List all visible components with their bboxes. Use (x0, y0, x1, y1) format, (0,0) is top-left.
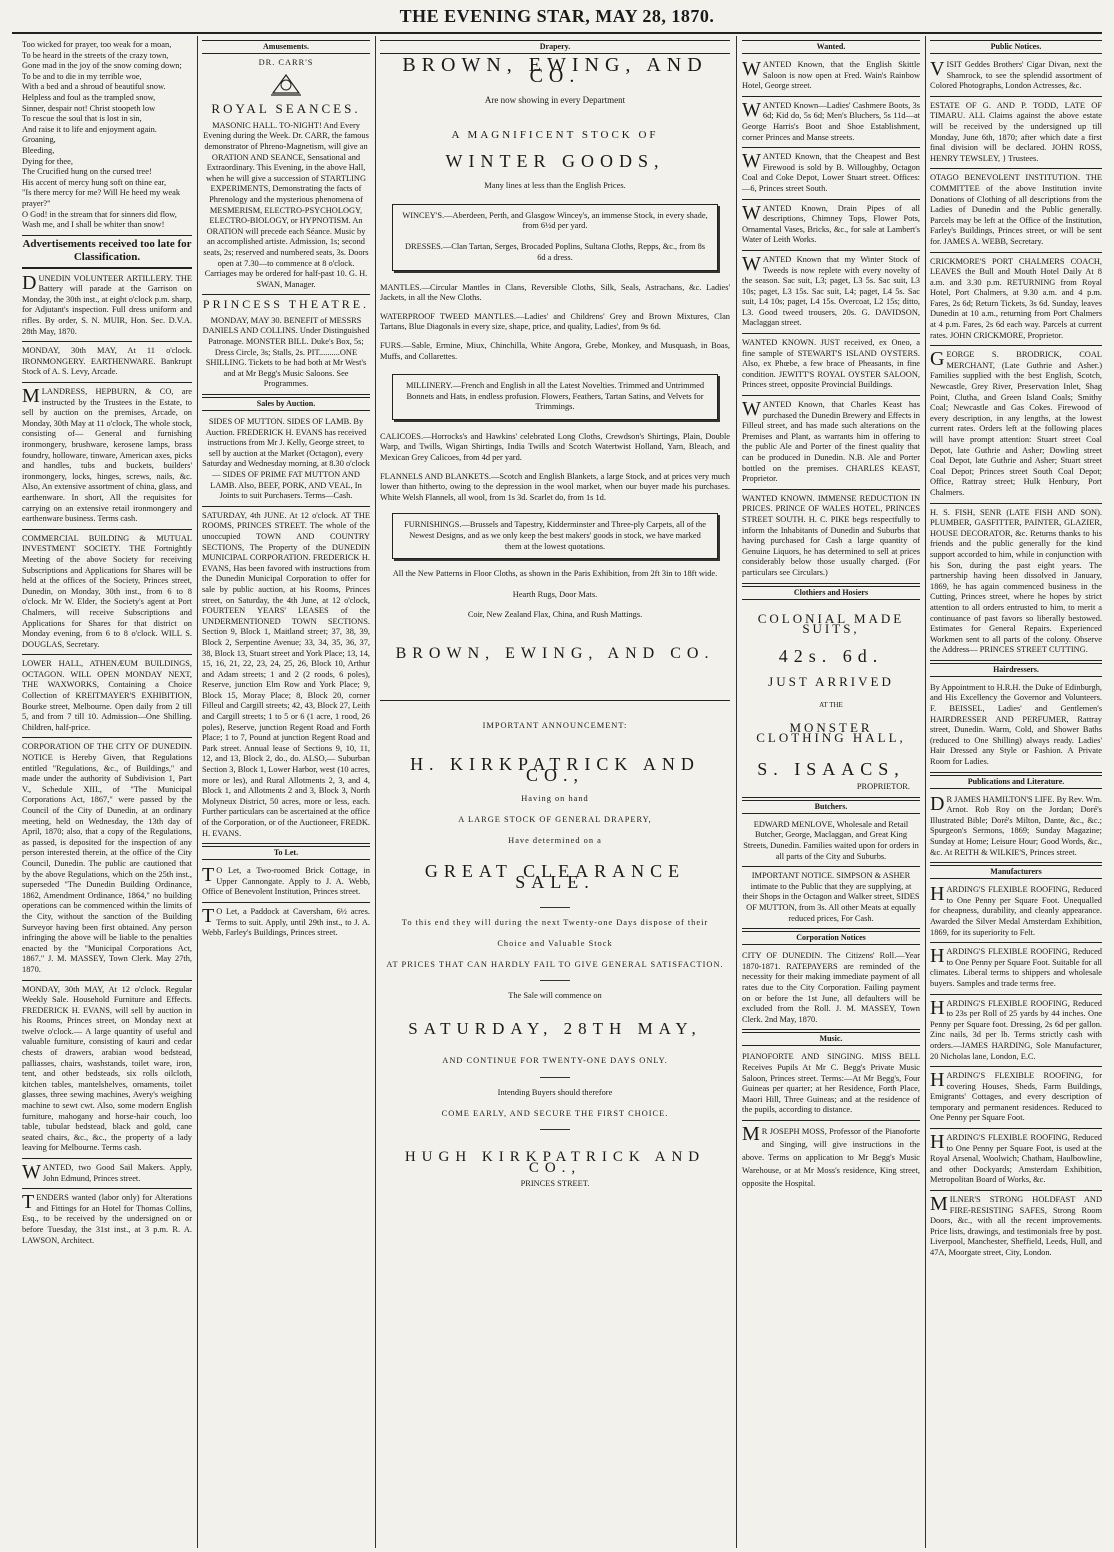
sale-date: SATURDAY, 28TH MAY, (408, 1018, 702, 1038)
section-late-ads: Advertisements received too late for Classification. (22, 238, 192, 269)
section-clothiers: Clothiers and Hosiers (742, 586, 920, 600)
ad-artillery: DUNEDIN VOLUNTEER ARTILLERY. THE Battery will parade at the Garrison on Monday, the 30th inst., at eight o'clock p.m. sharp, for Adjutant's inspection. Full dress uniform and rifles. By order, S. N. MUIR, Hon. Sec. D.V.A. 28th May, 1870. (22, 272, 192, 343)
ad-miss-bell: PIANOFORTE AND SINGING. MISS BELL Receives Pupils At Mr C. Begg's Private Music Saloon, Princes street. Terms:—At Mr Begg's, Four Guineas per quarter; at her Residence, Forth Place, Maori Hill, Three Guineas; and at the residence of the pupils, according to distance. (742, 1050, 920, 1121)
floorcloth-text: All the New Patterns in Floor Cloths, as shown in the Paris Exhibition, from 2ft 3in to 18ft wide. (392, 569, 718, 579)
section-manufacturers: Manufacturers (930, 865, 1102, 879)
short-rule (540, 907, 570, 908)
having-on-hand: Having on hand (521, 794, 589, 804)
sale-details (380, 918, 730, 970)
section-corporation: Corporation Notices (742, 931, 920, 945)
column-2 (198, 38, 374, 1546)
short-rule (540, 1077, 570, 1078)
kirkpatrick-footer: HUGH KIRKPATRICK AND CO., (404, 1149, 706, 1176)
continue-text: AND CONTINUE FOR TWENTY-ONE DAYS ONLY. (442, 1056, 668, 1066)
ad-geddes: VISIT Geddes Brothers' Cigar Divan, next the Shamrock, to see the splendid assortment of Colored Photographs, London Actresses, &c. (930, 58, 1102, 97)
ad-brewery: WANTED Known, that Charles Keast has purchased the Dunedin Brewery and Effects in Filleul street, and has made such alterations on the Premises and Plant, as warrants him in offering to the public Ale and Porter of the finest quality that can be produced in Dunedin. N.B. Ale and Porter bottled on the premises. CHARLES KEAST, Proprietor. (742, 398, 920, 490)
ad-harding-3: HARDING'S FLEXIBLE ROOFING, Reduced to 23s per Roll of 25 yards by 44 inches. One Penny per Square foot. Dressing, 2s 6d per gallon. Zinc nails, 3d per lb. Terms strictly cash with orders.—JAMES HARDING, Sole Manufacturer, 20 Nicholas lane, London, E.C. (930, 997, 1102, 1068)
ad-simpson-asher: IMPORTANT NOTICE. SIMPSON & ASHER intimate to the Public that they are supplying, at their Shops in the Octagon and Walker street, SIDES OF MUTTON, from 3s. All other Meats at equally reduced prices, For Cash. (742, 869, 920, 929)
ad-ironmongery-notice: MONDAY, 30th MAY, At 11 o'clock. IRONMONGERY. EARTHENWARE. Bankrupt Stock of A. S. Levy, Arcade. (22, 344, 192, 383)
ad-cottage-to-let: TO Let, a Two-roomed Brick Cottage, in Upper Cannongate. Apply to J. A. Webb, Office of Benevolent Institution, Princes street. (202, 864, 370, 903)
ad-fish-plumber: H. S. FISH, SENR (LATE FISH AND SON). PLUMBER, GASFITTER, PAINTER, GLAZIER, HOUSE DECORATOR, &c. Returns thanks to his friends and the public generally for the kind support accorded to him, while in conjunction with his Son, during the past eight years. The partnership having been dissolved in January, 1869, he has again commenced business in the Cutting, Princes street, where he hopes by strict attention to all orders entrusted to him, to merit a continuance of past favors so liberally bestowed. Estimates for General Repairs. Experienced Workmen sent to all parts of the colony. Observe the Address— PRINCES STREET CUTTING. (930, 506, 1102, 661)
ad-prince-of-wales: WANTED KNOWN. IMMENSE REDUCTION IN PRICES. PRINCE OF WALES HOTEL, PRINCES STREET SOUTH. H. C. PIKE begs respectfully to inform the Inhabitants of Dunedin and Suburbs that having purchased for Cash a large quantity of Genuine Liquors, he has determined to sell at prices considerably below those usually charged. (For particulars see Circulars.) (742, 492, 920, 584)
clearance-notice (380, 794, 730, 846)
kirkpatrick-header: H. KIRKPATRICK AND CO., (410, 754, 700, 785)
magnificent-stock: A MAGNIFICENT STOCK OF (451, 128, 659, 141)
prices-text: AT PRICES THAT CAN HARDLY FAIL TO GIVE GENERAL SATISFACTION. (386, 959, 724, 969)
ad-paddock-to-let: TO Let, a Paddock at Caversham, 6½ acres. Terms to suit. Apply, until 29th inst., to J. A. Webb, Farley's Buildings, Princes street. (202, 904, 370, 938)
intending-text: Intending Buyers should therefore (497, 1087, 613, 1097)
ad-carr-seances: MASONIC HALL. TO-NIGHT! And Every Evening during the Week. Dr. CARR, the famous demonstrator of Phreno-Magnetism, will give an ORATION AND SEANCE, Sensational and Extraordinary. This Evening, in the above Hall, when he will give a succession of STARTLING EXPERIMENTS, Demonstrating the facts of Phrenology and the mysterious phenomena of MESMERISM, ELECTRO-PSYCHOLOGY, ELECTRO-BIOLOGY, or HYPNOTISM. An ORATION will precede each Séance. Music by an accomplished artiste. Admission, 1s; second seats, 2s; reserved and numbered seats, 3s. Doors open at 7.30—to commence at 8 o'clock. Carriages may be ordered for half-past 10. G. H. SWAN, Manager. (202, 119, 370, 296)
determined: Have determined on a (508, 835, 602, 845)
divider (380, 700, 730, 701)
ad-beissel: By Appointment to H.R.H. the Duke of Edinburgh, and His Excellency the Governor and Volunteers. F. BEISSEL, Ladies' and Gentlemen's HAIRDRESSER AND PERFUMER, Rattray street, Dunedin. Warm, Cold, and Shower Baths (reduced to One Shilling) always ready. Ladies' Hair Dressed any Style or Fashion. A Private Room for Ladies. (930, 681, 1102, 773)
column-5 (926, 38, 1106, 1546)
ad-brodrick: GEORGE S. BRODRICK, COAL MERCHANT, (Late Guthrie and Asher.) Families supplied with the best English, Scotch, Newcastle, Grey River, Preservation Inlet, Shag Point, Clutha, and Green Island Coals; Smithy Coal; Newcastle and Gas Cokes. Firewood of every description, in any lengths, at the lowest current rates. Orders left at the following places will have prompt attention: Stuart street Coal Depot, late Guthrie and Asher; Dowling street Coal Depot, late Guthrie and Asher; Stuart street Coal Depot; Princes street South Coal Depot; Office, Rattray street; Hulk Henbury, Port Chalmers. (930, 348, 1102, 503)
intro-text: Are now showing in every Department (484, 95, 626, 106)
section-amusements: Amusements. (202, 40, 370, 54)
ad-hamilton-life: DR JAMES HAMILTON'S LIFE. By Rev. Wm. Arnot. Rob Roy on the Jordan; Doré's Illustrated Bible; Doré's Milton, Dante, &c., &c.; Spurgeon's Sermons, 1869; Sunday Magazine; Sunday at Home; Leisure Hour; Good Words, &c., &c. At REITH & WILKIE'S, Princes street. (930, 793, 1102, 864)
box-millinery: MILLINERY.—French and English in all the Latest Novelties. Trimmed and Untrimmed Bonnets and Hats, in endless profusion. Flowers, Feathers, Tartan Satins, and Velvets for Trimmings. (392, 374, 718, 420)
ad-oysters: WANTED KNOWN. JUST received, ex Oneo, a fine sample of STEWART'S ISLAND OYSTERS. Also, ex Phœbe, a few brace of Pheasants, in fine condition. JEWITT'S ROYAL OYSTER SALOON, Princes street, opposite Provincial Buildings. (742, 336, 920, 396)
monster-clothing-hall: MONSTER CLOTHING HALL, (756, 719, 906, 746)
carr-name: DR. CARR'S (258, 58, 314, 67)
princess-title: PRINCESS THEATRE. (202, 297, 370, 312)
ad-furniture-sale: MONDAY, 30th MAY, At 12 o'clock. Regular Weekly Sale. Household Furniture and Effects. FREDERICK H. EVANS, will sell by auction in his Rooms, Princes street, on Monday next at twelve o'clock.— A large quantity of useful and valuable furniture, consisting of kauri and cedar chests of drawers, arabian wood bedstead, palliasses, chairs, washstands, toilet ware, iron, tent, and other bedsteads, six rolls oilcloth, kitchen tables, mantelshelves, ornaments, toilet glasses, three sewing machines, Avery's weighing machine to sewt cwt. Also, some modern English furniture, mahogany and horse-hair couch, loo table, tubular bedstead, black and gold, cane seated chairs, &c., &c., the property of a lady leaving for Melbourne. Terms cash. (22, 983, 192, 1160)
ad-ratepayers: CITY OF DUNEDIN. The Citizens' Roll.—Year 1870-1871. RATEPAYERS are reminded of the necessity for their making immediate payment of all rates due to the City Corporation. Failing payment on or before the 1st June, all defaulters will be excluded from the Roll. J. M. MASSEY, Town Clerk. 2nd May, 1870. (742, 949, 920, 1030)
ad-drain-pipes: WANTED Known, Drain Pipes of all descriptions, Chimney Tops, Flower Pots, Ornamental Vases, Bricks, &c., for sale at Lambert's Water of Leith Works. (742, 202, 920, 251)
ad-building-society: COMMERCIAL BUILDING & MUTUAL INVESTMENT SOCIETY. THE Fortnightly Meeting of the above Society for receiving Subscriptions and Applications for Shares will be held at the offices of the Society, Princes street, Dunedin, on Monday, 30th inst., from 6 to 8 o'clock. Mr W. Elder, the Society's agent at Port Chalmers, will receive Subscriptions and Applications for Shares for that district on Monday evening, from 6 to 8 o'clock. WILL S. DOUGLAS, Secretary. (22, 532, 192, 656)
ad-corporation-notice: CORPORATION OF THE CITY OF DUNEDIN. NOTICE is Hereby Given, that Regulations entitled "Regulations, &c., of Buildings," and made under the authority of Subdivision 1, Part V., Schedule XIII., of "The Municipal Corporations Act, 1867," were passed by the Council of the City of Dunedin, at an ordinary meeting, held on Wednesday, the 13th day of April, 1870; also, that a copy of the Regulations, as passed, is deposited for the inspection of any person interested therein, at the office of the City Council, Dunedin. The public are cautioned that by the above Regulations, which on the 25th inst., superseded "The Dunedin Building Ordinance, 1862, Amendment Ordinance, 1864," no building operations can be commenced within the limits of the City, without the sanction of the Building Surveyor having been first obtained. Any person infringing the above will be liable to the penalties enacted by the "Municipal Corporations Act, 1867." J. M. MASSEY, Town Clerk. May 27th, 1870. (22, 740, 192, 980)
come-early: COME EARLY, AND SECURE THE FIRST CHOICE. (441, 1108, 669, 1118)
ad-harding-4: HARDING'S FLEXIBLE ROOFING, for covering Houses, Sheds, Farm Buildings, Emigrants' Cottages, and every description of temporary and permanent residences. Reduced to One Penny per Square Foot. (930, 1069, 1102, 1129)
masthead-rule (12, 32, 1102, 34)
carr-title: ROYAL SEANCES. (211, 101, 361, 117)
brand-header: BROWN, EWING, AND CO. (402, 54, 708, 87)
suit-price: 42s. 6d. (778, 645, 884, 666)
ad-tweeds: WANTED Known that my Winter Stock of Tweeds is now replete with every novelty of the season. Sac suit, L3; paget, L3 5s. Sac suit, L3 10s; paget, L3 15s. Sac suit, L4; paget, L4 5s. Sac suit, L4 10s; paget, L4 15s. Overcoat, L2 15s; ditto, L3. Good tweed trousers, 20s. G. DAVIDSON, Maclaggan street. (742, 253, 920, 334)
section-drapery: Drapery. (380, 40, 730, 54)
clearance-sale: GREAT CLEARANCE SALE. (424, 861, 686, 892)
ad-joseph-moss: MR JOSEPH MOSS, Professor of the Pianoforte and Singing, will give instructions in the above. Terms on application to Mr Begg's Music Warehouse, or at Mr Moss's residence, King street, opposite the Hospital. (742, 1122, 920, 1188)
column-4 (738, 38, 924, 1546)
section-auction: Sales by Auction. (202, 397, 370, 411)
box-furnishings: FURNISHINGS.—Brussels and Tapestry, Kidderminster and Three-ply Carpets, all of the Newest Designs, and as we only keep the best makers' goods in stock, we have marked them at the lowest quotations. (392, 513, 718, 559)
ad-harding-5: HARDING'S FLEXIBLE ROOFING, Reduced to One Penny per Square Foot, is used at the Royal Arsenal, Woolwich; Chatham, Haulbowline, and other Dockyards; Amsterdam Exhibition, Metropolitan Board of Works, &c. (930, 1131, 1102, 1191)
commence-text: The Sale will commence on (508, 991, 602, 1001)
box-winceys-dresses: WINCEY'S.—Aberdeen, Perth, and Glasgow Wincey's, an immense Stock, in every shade, from 6½d per yard. DRESSES.—Clan Tartan, Serges, Brocaded Poplins, Sultana Cloths, Repps, &c., from 8s 6d a dress. (392, 204, 718, 271)
large-stock: A LARGE STOCK OF GENERAL DRAPERY, (458, 814, 652, 824)
ad-harding-1: HARDING'S FLEXIBLE ROOFING, Reduced to One Penny per Square Foot. Unequalled for cheapness, durability, and cleanly appearance. Awarded the Silver Medal Amsterdam Exhibition, 1869, for its superiority to Felt. (930, 883, 1102, 943)
column-rule (736, 36, 737, 1548)
winter-goods: WINTER GOODS, (445, 151, 665, 172)
short-rule (540, 980, 570, 981)
ad-town-sections: SATURDAY, 4th JUNE. At 12 o'clock. AT THE ROOMS, PRINCES STREET. The whole of the unoccupied TOWN AND COUNTRY SECTIONS, The Property of the DUNEDIN MUNICIPAL CORPORATION. FREDERICK H. EVANS, Has been favored with instructions from the Dunedin Municipal Corporation to offer for sale by public auction, at his Rooms, Princes street, on Saturday, the 4th June, at 12 o'clock, FOURTEEN YEARS' LEASES of the UNDERMENTIONED TOWN SECTIONS. Section 9, Block 1, Maitland street; 37, 38, 39, Block 2, Serpentine Avenue; 33, 34, 35, 36, 37, 38, Block 13, Stuart street and York Place; 13, 14, 15, 16, 21, 22, 23, 24, 25, 26, Block 10, Arthur and Adam streets; 1 and 2 (2 roods, 6 poles), Reserve, junction Elm Row and York Place; 9, Block 15, Moray Place; 8, Block 20, corner Filleul and Cargill streets; 42, 43, Block 27, Leith and Cargill streets; 1 to 5 or 6 (1 acre, 1 rood, 26 poles), Reserve, junction Regent Road and Forth Place; 1 to 7, Pound at junction Regent Road and Park street. Annual lease of Sections 9, 10, 11, 12, and 13, Block 2, do., do. ALSO,— Suburban Section 3, Block 1, Lower Harbor, west (10 acres, more or les), and Rural Allotments 2, 3, and 4, Block 1, and Allotments 2 and 3, Block 3, North Molyneux District, 50 acres, more or less, each. Further particulars can be ascertained at the office of the Corporation, or of the Auctioneer, FREDK. H. EVANS. (202, 509, 370, 844)
ad-sail-makers: WANTED, two Good Sail Makers. Apply, John Edmund, Princes street. (22, 1161, 192, 1189)
brand-footer: BROWN, EWING, AND CO. (395, 645, 715, 662)
flannels-text: FLANNELS AND BLANKETS.—Scotch and English Blankets, a large Stock, and at prices very much lower than hitherto, owing to the depression in the wool market, when our buyer made his purchases. White Welsh Flannels, all wool, from 1s 3d. Scarlet do, from 1s 1d. (380, 471, 730, 502)
colonial-suits: COLONIAL MADE SUITS, (757, 610, 905, 637)
ad-princess-theatre: MONDAY, MAY 30. BENEFIT of MESSRS DANIELS AND COLLINS. Under Distinguished Patronage. MONSTER BILL. Duke's Box, 5s; Dress Circle, 3s; Stalls, 2s. PIT..........ONE SHILLING. Tickets to be had both at Mr West's and at Mr Begg's Music Saloons. See Programmes. (202, 314, 370, 395)
announcement: IMPORTANT ANNOUNCEMENT: (482, 720, 628, 730)
ad-todd-estate: ESTATE OF G. AND P. TODD, LATE OF TIMARU. ALL Claims against the above estate will be received by the undersigned up till Monday, June 6th, 1870; after which date a first final division will be declared. JOHN ROSS, HENRY TEWSLEY, } Trustees. (930, 99, 1102, 170)
choice-stock: Choice and Valuable Stock (497, 938, 613, 948)
ad-boots: WANTED Known—Ladies' Cashmere Boots, 3s 6d; Kid do, 5s 6d; Men's Bluchers, 5s 11d—at George Harris's Boot and Shoe Establishment, corner Princes and Manse streets. (742, 99, 920, 148)
hearth-text: Hearth Rugs, Door Mats. (512, 589, 598, 599)
section-publications: Publications and Literature. (930, 775, 1102, 789)
this-end: To this end they will during the next Twenty-one Days dispose of their (401, 918, 709, 928)
ad-harding-2: HARDING'S FLEXIBLE ROOFING, Reduced to One Penny per Square Foot. Suitable for all climates. Liberal terms to shippers and wholesale buyers. Samples and trade terms free. (930, 945, 1102, 994)
princes-street: PRINCES STREET. (520, 1179, 590, 1189)
just-arrived: JUST ARRIVED (768, 674, 894, 690)
section-wanted: Wanted. (742, 40, 920, 54)
ad-mlandress: MLANDRESS, HEPBURN, & CO, are instructed by the Trustees in the Estate, to sell by auction on the premises, Arcade, on Monday, 30th May at 11 o'clock, The whole stock, consisting of— General and furnishing ironmongery, brushware, kerosene lamps, brass foundry, holloware, tinware, American axes, picks and handles, tubs and buckets, builders' ironmongery, locks, hinges, screws, nails, &c. Also, An extensive assortment of china, glass, and earthenware. In short, All the requisites for carrying on an extensive retail ironmongery and earthenware business. Terms cash. (22, 385, 192, 530)
isaacs: S. ISAACS, (757, 758, 905, 779)
ad-tenders: TENDERS wanted (labor only) for Alterations and Fittings for an Hotel for Thomas Collins, Esq., to be received by the undersigned on or before Tuesday, the 31st inst., at 3 p.m. R. A. LAWSON, Architect. (22, 1191, 192, 1245)
section-hairdressers: Hairdressers. (930, 663, 1102, 677)
section-to-let: To Let. (202, 846, 370, 860)
ad-milner-safes: MILNER'S STRONG HOLDFAST AND FIRE-RESISTING SAFES, Strong Room Doors, &c., with all the recent improvements. Price lists, drawings, and testimonials free by post. Liverpool, Manchester, Sheffield, Leeds, Hull, and 47A, Moorgate street, City, London. (930, 1193, 1102, 1257)
proprietor: PROPRIETOR. (742, 780, 920, 798)
column-3 (376, 38, 734, 1546)
ad-waxworks: LOWER HALL, ATHENÆUM BUILDINGS, OCTAGON. WILL OPEN MONDAY NEXT, THE WAXWORKS, Containing a Choice Collection of KREITMAYER'S EXHIBITION, Bourke street, Melbourne. Open daily from 2 till 5, and from 7 till 10. Admission—One Shilling. Children, half-price. (22, 657, 192, 738)
ad-firewood: WANTED Known, that the Cheapest and Best Firewood is sold by B. Willoughby, Octagon Coal and Coke Depot, Lower Stuart street. Offices:—6, Princes street South. (742, 150, 920, 199)
poem: Too wicked for prayer, too weak for a moan, To be heard in the streets of the crazy town, Gone mad in the joy of the snow coming down; To be and to die in my terrible woe, With a bed and a shroud of beautiful snow. Helpless and foul as the trampled snow, Sinner, despair not! Christ stoopeth low To rescue the soul that is lost in sin, And raise it to life and enjoyment again. Groaning, Bleeding, Dying for thee, The Crucified hung on the cursed tree! His accent of mercy hung soft on thine ear, "Is there mercy for me? Will He heed my weak prayer?" O God! in the stream that for sinners did flow, Wash me, and I shall be whiter than snow! (22, 38, 192, 236)
column-1 (18, 38, 196, 1546)
section-music: Music. (742, 1032, 920, 1046)
ad-menlove: EDWARD MENLOVE, Wholesale and Retail Butcher, George, Maclaggan, and Great King Streets, Dunedin. Families waited upon for orders in all parts of the City and Suburbs. (742, 818, 920, 867)
furs-text: FURS.—Sable, Ermine, Miux, Chinchilla, White Angora, Grebe, Monkey, and Musquash, in Boas, Muffs, and Collarettes. (380, 340, 730, 361)
masthead: THE EVENING STAR, MAY 28, 1870. (399, 6, 715, 26)
short-rule (540, 1129, 570, 1130)
ad-mutton-auction: SIDES OF MUTTON. SIDES OF LAMB. By Auction. FREDERICK H. EVANS has received instructions from Mr J. Kelly, George street, to sell by auction at the Market (Octagon), every Saturday and Wednesday morning, at 8.30 o'clock— SIDES OF PRIME FAT MUTTON AND LAMB. Also, BEEF, PORK, AND VEAL, In Joints to suit Purchasers. Terms—Cash. (202, 415, 370, 507)
mantles-text: MANTLES.—Circular Mantles in Clans, Reversible Cloths, Silk, Seals, Astrachans, &c. Ladies' Jackets, in all the New Cloths. (380, 282, 730, 303)
coir-text: Coir, New Zealand Flax, China, and Rush Mattings. (467, 610, 643, 620)
calicoes-text: CALICOES.—Horrocks's and Hawkins' celebrated Long Cloths, Crewdson's Shirtings, Plain, Double Warp, and Twills, Wigan Shirtings, India Twills and Scotch Watertwist Holland, Yarn, Bleach, and Mexican Grey Calicoes, from 4d per yard. (380, 431, 730, 463)
ad-crickmore-coach: CRICKMORE'S PORT CHALMERS COACH, LEAVES the Bull and Mouth Hotel Daily At 8 a.m. and 3.30 p.m. RETURNING from Royal Hotel, Port Chalmers, at 9.30 a.m. and 4 p.m. Fares, 2s 6d; Return Tickets, 3s 6d. Sunday, leaves Dunedin at 10 a.m., returning from Port Chalmers at 4 p.m. Fares, 2s 6d each way. Parcels at current rates. JOHN CRICKMORE, Proprietor. (930, 255, 1102, 347)
ad-benevolent: OTAGO BENEVOLENT INSTITUTION. THE COMMITTEE of the above Institution invite Donations of Clothing of all descriptions from the Ladies of Dunedin and the Public generally. Parcels may be left at the Office of the Institution, Farley's Buildings, Princes street, or will be sent for. JAMES A. WEBB, Secretary. (930, 171, 1102, 252)
section-butchers: Butchers. (742, 800, 920, 814)
section-public-notices: Public Notices. (930, 40, 1102, 54)
many-lines: Many lines at less than the English Prices. (484, 180, 626, 190)
waterproof-text: WATERPROOF TWEED MANTLES.—Ladies' and Childrens' Grey and Brown Mixtures, Clan Tartans, Blue Diagonals in every size, shape, price, and quality, Ladies', from 9s 6d. (380, 311, 730, 332)
crest-icon (202, 71, 370, 101)
at-the: AT THE (819, 700, 843, 709)
ad-skittle-saloon: WANTED Known, that the English Skittle Saloon is now open at Fred. Wain's Rainbow Hotel, George street. (742, 58, 920, 97)
